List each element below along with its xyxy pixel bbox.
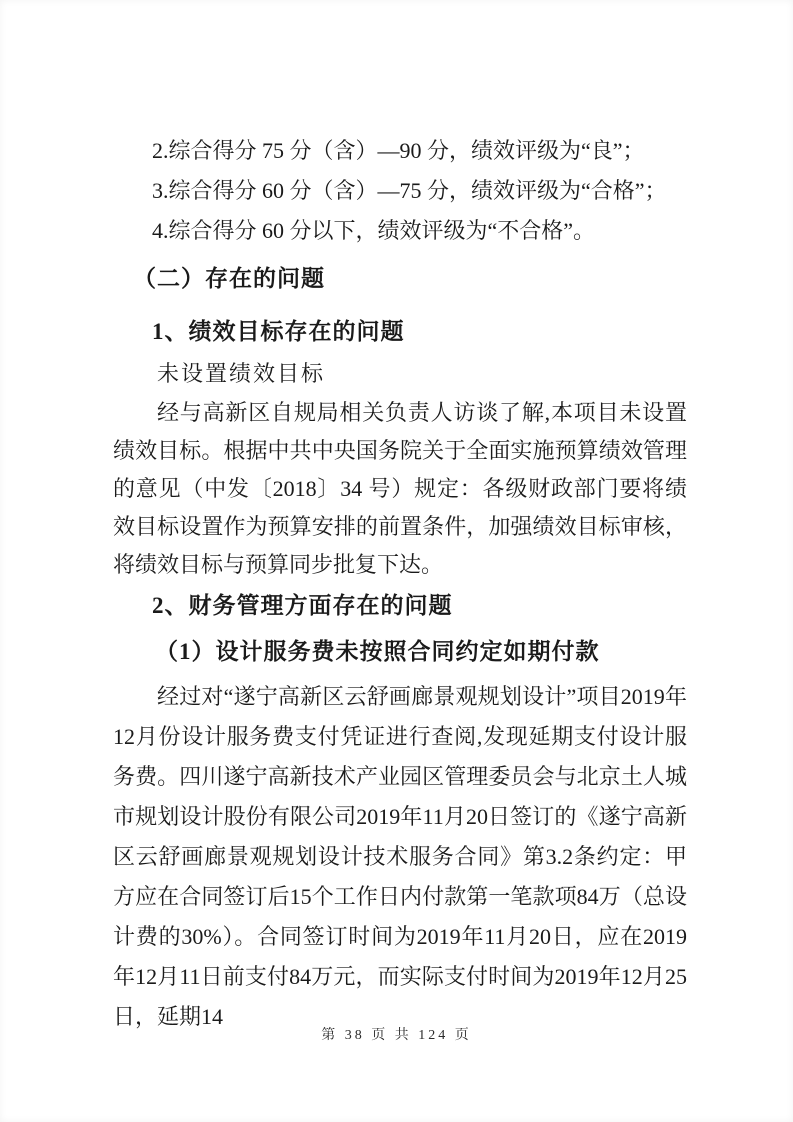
subsection-heading-performance-goal-issues: 1、绩效目标存在的问题 <box>152 319 405 344</box>
grading-rule-line: 2.综合得分 75 分（含）—90 分，绩效评级为“良”； <box>152 138 645 163</box>
issue-title-no-performance-goal: 未设置绩效目标 <box>157 361 326 386</box>
paragraph-performance-goal-detail: 经与高新区自规局相关负责人访谈了解,本项目未设置绩效目标。根据中共中央国务院关于全面实施预算绩效管理的意见（中发〔2018〕34 号）规定：各级财政部门要将绩效目标设置作为预算安排的前置条件，加强绩效目标审核，将绩效目标与预算同步批复下达。 <box>113 400 687 577</box>
paragraph-late-payment-detail: 经过对“遂宁高新区云舒画廊景观规划设计”项目2019年12月份设计服务费支付凭证进行查阅,发现延期支付设计服务费。四川遂宁高新技术产业园区管理委员会与北京土人城市规划设计股份有限公司2019年11月20日签订的《遂宁高新区云舒画廊景观规划设计技术服务合同》第3.2条约定：甲方应在合同签订后15个工作日内付款第一笔款项84万（总设计费的30%）。合同签订时间为2019年11月20日，应在2019年12月11日前支付84万元，而实际支付时间为2019年12月25日，延期14 <box>113 684 687 1029</box>
grading-rule-line: 4.综合得分 60 分以下，绩效评级为“不合格”。 <box>152 218 596 243</box>
page-content <box>113 131 687 1037</box>
page-number-footer: 第 38 页 共 124 页 <box>321 1028 472 1043</box>
subsection-heading-late-payment: （1）设计服务费未按照合同约定如期付款 <box>155 639 600 664</box>
subsection-heading-financial-issues: 2、财务管理方面存在的问题 <box>152 593 453 618</box>
section-heading-problems: （二）存在的问题 <box>133 266 325 291</box>
grading-rule-line: 3.综合得分 60 分（含）—75 分，绩效评级为“合格”； <box>152 178 667 203</box>
